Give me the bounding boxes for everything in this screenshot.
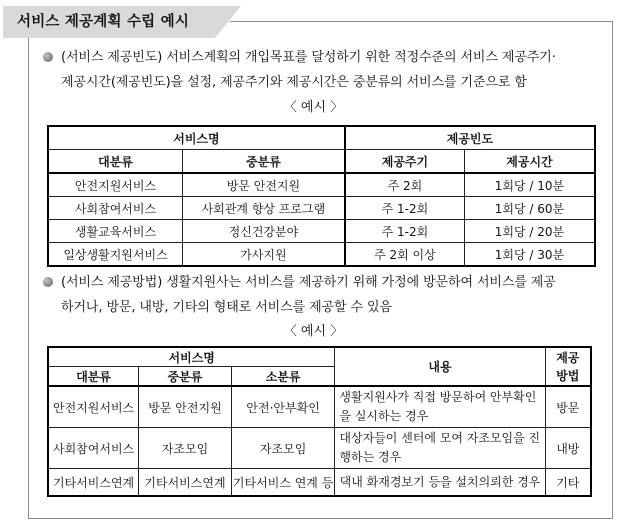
column-header: 중분류 xyxy=(183,150,345,174)
table-cell: 방문 xyxy=(545,386,591,428)
table-cell: 1회당 / 60분 xyxy=(464,197,595,220)
column-header-content: 내용 xyxy=(335,347,545,386)
table-cell: 안전지원서비스 xyxy=(48,173,183,197)
table-cell: 안전지원서비스 xyxy=(48,386,139,428)
column-header-method-line2: 방법 xyxy=(556,368,580,383)
table-row xyxy=(48,469,591,497)
table-cell: 내방 xyxy=(545,428,591,469)
table-cell: 사회참여서비스 xyxy=(48,428,139,469)
table-cell: 사회관계 향상 프로그램 xyxy=(183,197,345,220)
table-cell: 기타서비스연계 xyxy=(48,469,139,497)
paragraph-frequency-line2: 제공시간(제공빈도)을 설정, 제공주기와 제공시간은 중분류의 서비스를 기준으로 함 xyxy=(61,75,527,90)
table-cell: 자조모임 xyxy=(139,428,232,469)
bullet-icon xyxy=(43,277,53,287)
example-label: 〈 예시 〉 xyxy=(283,100,344,115)
table-cell: 생활교육서비스 xyxy=(48,220,183,243)
table-row xyxy=(48,243,595,267)
table-cell: 주 1-2회 xyxy=(345,197,465,220)
section-title: 서비스 제공계획 수립 예시 xyxy=(3,6,215,38)
table-cell: 일상생활지원서비스 xyxy=(48,243,183,267)
table-cell: 방문 안전지원 xyxy=(139,386,232,428)
table-cell-content: 댁내 화재경보기 등을 설치의뢰한 경우 xyxy=(335,469,545,497)
table-cell: 기타서비스연계 xyxy=(139,469,232,497)
table-cell: 주 2회 xyxy=(345,173,465,197)
paragraph-method xyxy=(43,270,613,320)
table-group-header: 서비스명 xyxy=(48,347,335,367)
column-header: 중분류 xyxy=(139,367,232,387)
table-cell-content: 생활지원사가 직접 방문하여 안부확인을 실시하는 경우 xyxy=(335,386,545,428)
column-header: 소분류 xyxy=(231,367,335,387)
column-header-method xyxy=(545,347,591,386)
table-row xyxy=(48,428,591,469)
table-cell: 기타서비스 연계 등 xyxy=(231,469,335,497)
table-cell: 1회당 / 20분 xyxy=(464,220,595,243)
bullet-icon xyxy=(43,52,53,62)
table-cell: 기타 xyxy=(545,469,591,497)
column-header: 대분류 xyxy=(48,367,139,387)
column-header-method-line1: 제공 xyxy=(556,350,580,365)
table-row xyxy=(48,197,595,220)
column-header: 대분류 xyxy=(48,150,183,174)
paragraph-frequency xyxy=(43,45,613,95)
table-cell: 1회당 / 10분 xyxy=(464,173,595,197)
column-header: 제공주기 xyxy=(345,150,465,174)
method-table xyxy=(47,346,592,497)
table-group-header: 서비스명 xyxy=(48,126,345,150)
example-label: 〈 예시 〉 xyxy=(283,324,344,339)
table-cell-content: 대상자들이 센터에 모여 자조모임을 진행하는 경우 xyxy=(335,428,545,469)
section-title-rule xyxy=(230,21,613,22)
table-row xyxy=(48,220,595,243)
frequency-table xyxy=(47,125,596,267)
table-cell: 가사지원 xyxy=(183,243,345,267)
table-row xyxy=(48,173,595,197)
table-cell: 안전·안부확인 xyxy=(231,386,335,428)
paragraph-method-line2: 하거나, 방문, 내방, 기타의 형태로 서비스를 제공할 수 있음 xyxy=(61,300,392,315)
table-cell: 방문 안전지원 xyxy=(183,173,345,197)
table-cell: 정신건강분야 xyxy=(183,220,345,243)
column-header: 제공시간 xyxy=(464,150,595,174)
table-cell: 사회참여서비스 xyxy=(48,197,183,220)
table-cell: 주 1-2회 xyxy=(345,220,465,243)
table-row xyxy=(48,386,591,428)
table-cell: 1회당 / 30분 xyxy=(464,243,595,267)
paragraph-frequency-line1: (서비스 제공빈도) 서비스계획의 개입목표를 달성하기 위한 적정수준의 서비스 제공주기· xyxy=(61,50,556,65)
paragraph-method-line1: (서비스 제공방법) 생활지원사는 서비스를 제공하기 위해 가정에 방문하여 서비스를 제공 xyxy=(61,275,556,290)
table-group-header: 제공빈도 xyxy=(345,126,595,150)
table-cell: 자조모임 xyxy=(231,428,335,469)
table-cell: 주 2회 이상 xyxy=(345,243,465,267)
